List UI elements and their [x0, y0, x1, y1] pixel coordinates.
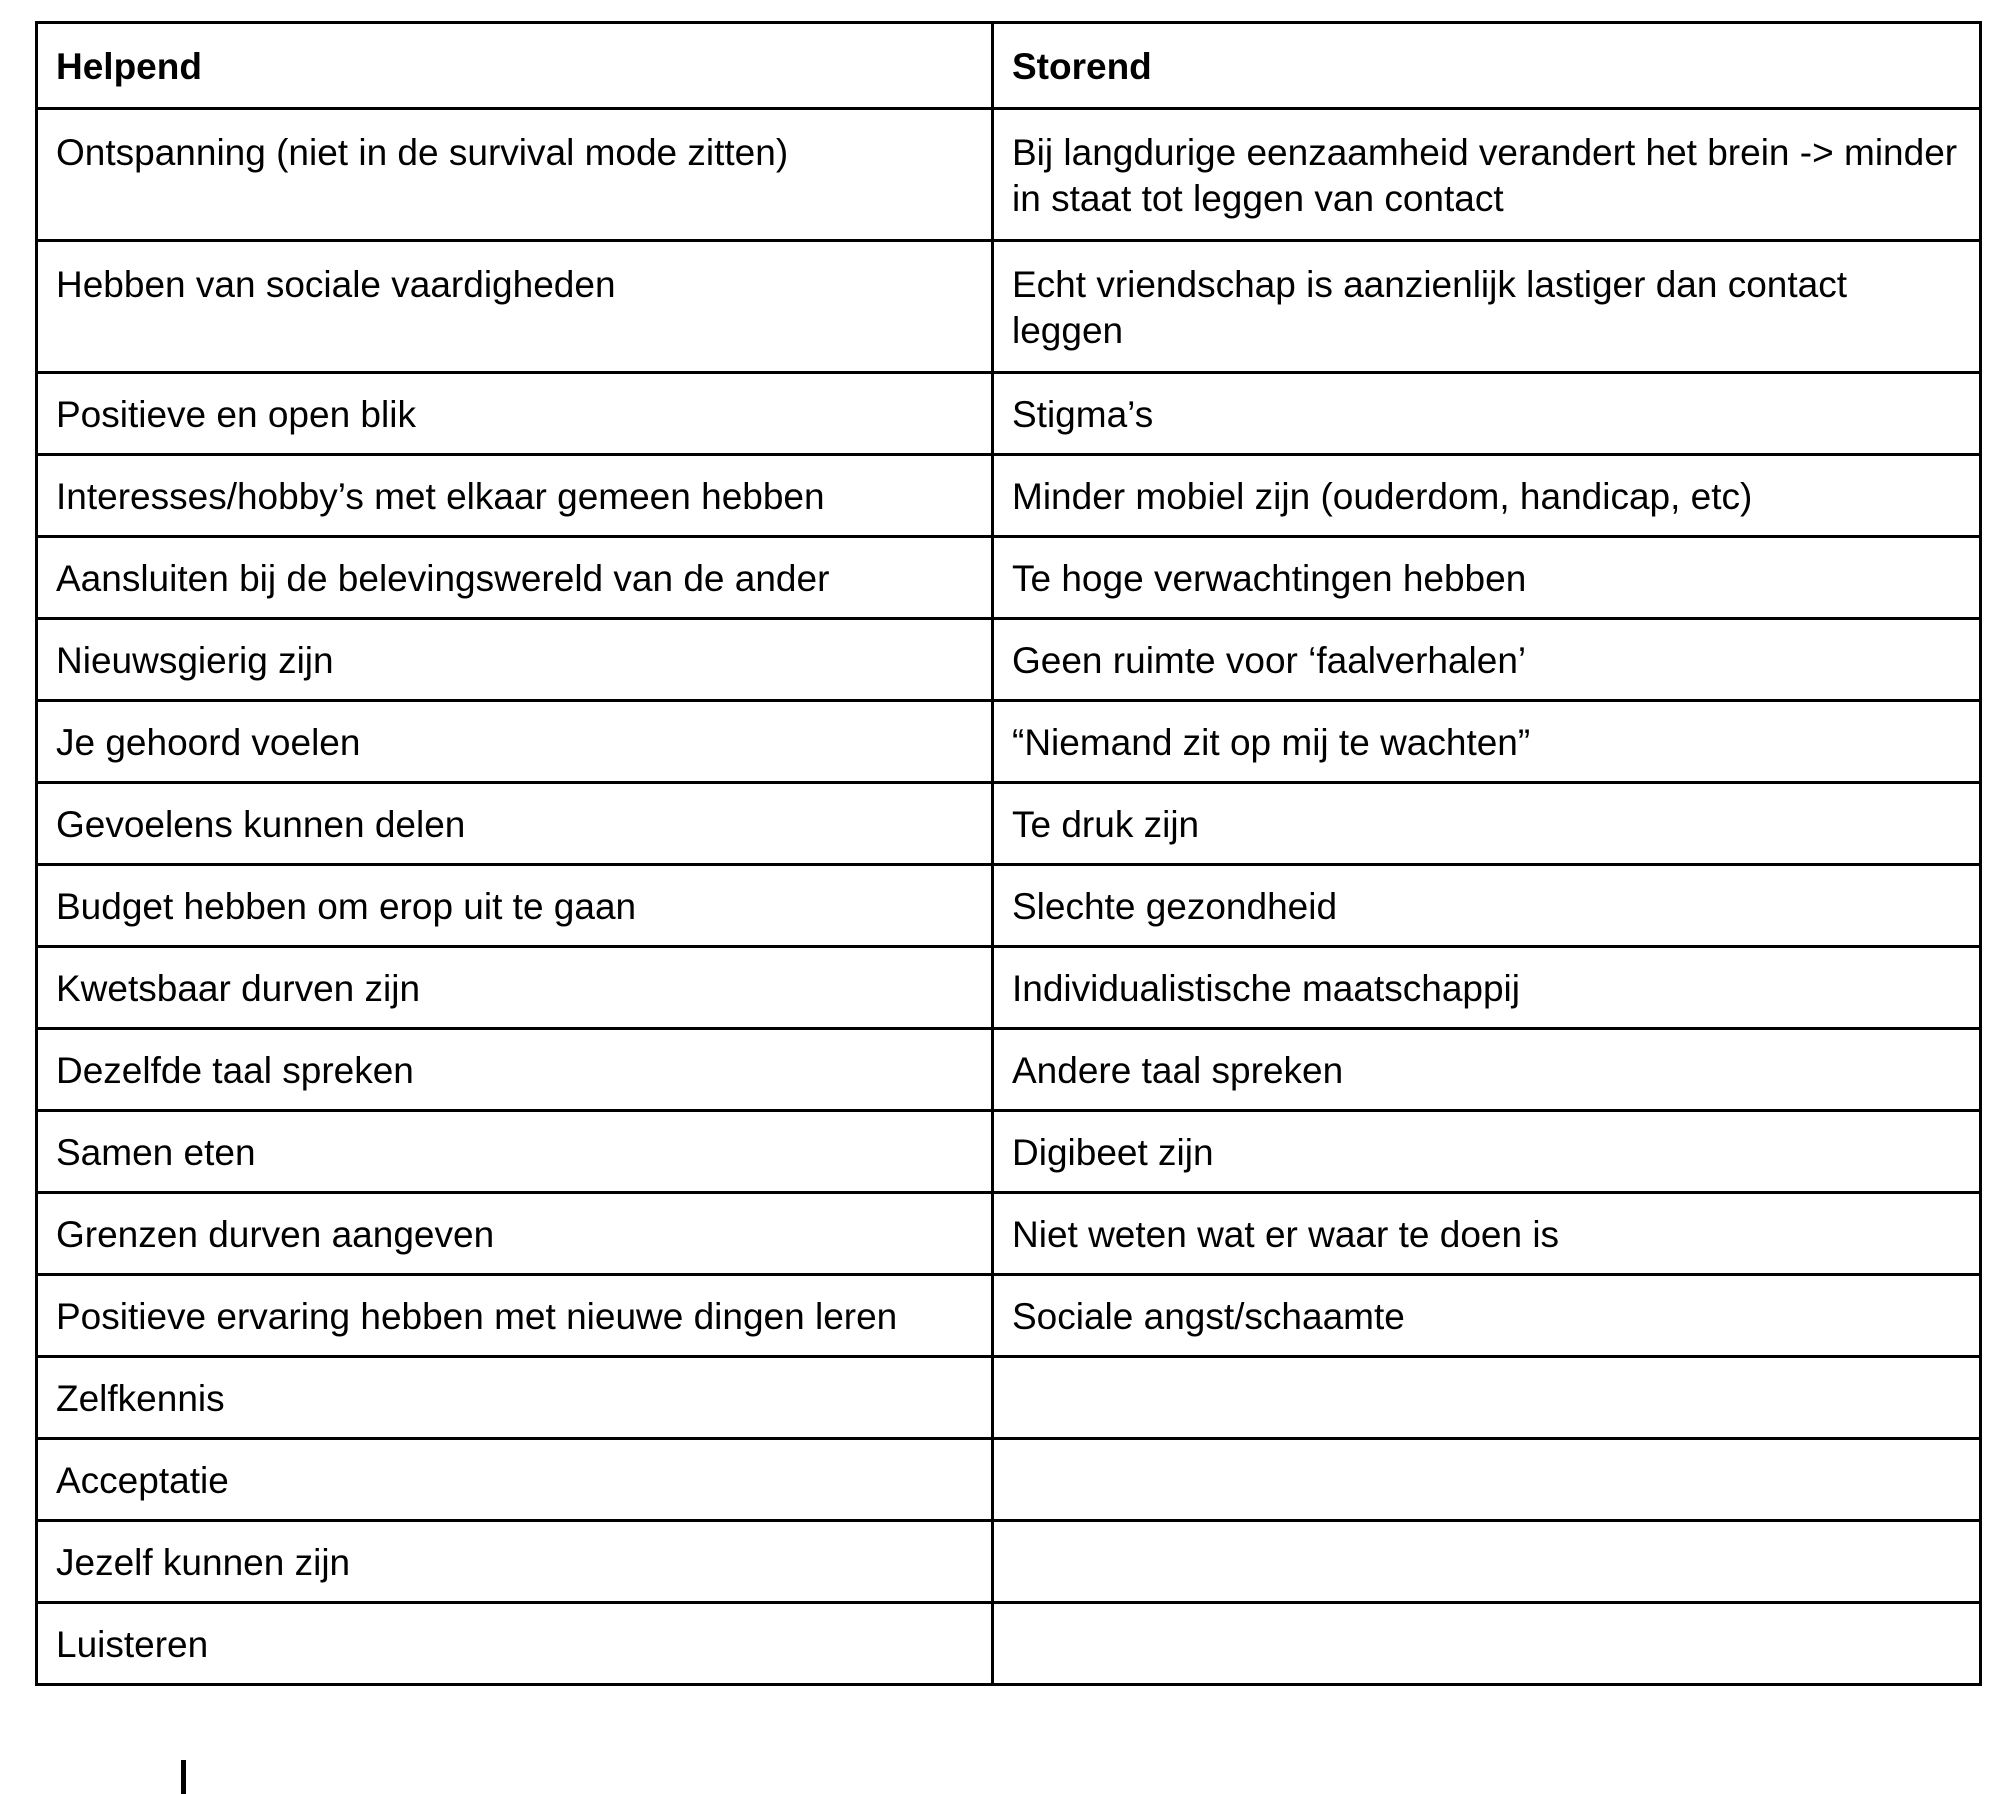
cell-storend[interactable]: Te hoge verwachtingen hebben: [993, 537, 1981, 619]
table-row: [37, 1029, 1981, 1111]
table-header-row: [37, 23, 1981, 109]
table-row: [37, 701, 1981, 783]
table-row: [37, 1111, 1981, 1193]
table-row: [37, 1521, 1981, 1603]
cell-storend[interactable]: [993, 1439, 1981, 1521]
cell-helpend[interactable]: Aansluiten bij de belevingswereld van de ander: [37, 537, 993, 619]
cell-storend[interactable]: Echt vriendschap is aanzienlijk lastiger dan contact leggen: [993, 241, 1981, 373]
cell-helpend[interactable]: Budget hebben om erop uit te gaan: [37, 865, 993, 947]
cell-helpend[interactable]: Kwetsbaar durven zijn: [37, 947, 993, 1029]
cell-helpend[interactable]: Nieuwsgierig zijn: [37, 619, 993, 701]
header-cell-storend[interactable]: Storend: [993, 23, 1981, 109]
comparison-table: [35, 21, 1982, 1686]
cell-storend[interactable]: [993, 1357, 1981, 1439]
cell-storend[interactable]: Minder mobiel zijn (ouderdom, handicap, etc): [993, 455, 1981, 537]
cell-helpend[interactable]: Ontspanning (niet in de survival mode zitten): [37, 109, 993, 241]
table-row: [37, 1193, 1981, 1275]
cell-storend[interactable]: Digibeet zijn: [993, 1111, 1981, 1193]
cell-helpend[interactable]: Zelfkennis: [37, 1357, 993, 1439]
cell-helpend[interactable]: Hebben van sociale vaardigheden: [37, 241, 993, 373]
cell-storend[interactable]: “Niemand zit op mij te wachten”: [993, 701, 1981, 783]
cell-helpend[interactable]: Jezelf kunnen zijn: [37, 1521, 993, 1603]
cell-helpend[interactable]: Acceptatie: [37, 1439, 993, 1521]
table-body: [37, 23, 1981, 1685]
table-row: [37, 947, 1981, 1029]
table-row: [37, 619, 1981, 701]
table-row: [37, 455, 1981, 537]
cell-storend[interactable]: Niet weten wat er waar te doen is: [993, 1193, 1981, 1275]
cell-storend[interactable]: Geen ruimte voor ‘faalverhalen’: [993, 619, 1981, 701]
table-row: [37, 1275, 1981, 1357]
cell-helpend[interactable]: Dezelfde taal spreken: [37, 1029, 993, 1111]
table-row: [37, 865, 1981, 947]
cell-helpend[interactable]: Gevoelens kunnen delen: [37, 783, 993, 865]
text-cursor: [181, 1760, 186, 1794]
cell-storend[interactable]: [993, 1603, 1981, 1685]
cell-storend[interactable]: Sociale angst/schaamte: [993, 1275, 1981, 1357]
table-row: [37, 241, 1981, 373]
table-row: [37, 1357, 1981, 1439]
cell-helpend[interactable]: Luisteren: [37, 1603, 993, 1685]
table-row: [37, 373, 1981, 455]
table-row: [37, 1439, 1981, 1521]
cell-helpend[interactable]: Positieve ervaring hebben met nieuwe dingen leren: [37, 1275, 993, 1357]
cell-storend[interactable]: Individualistische maatschappij: [993, 947, 1981, 1029]
cell-helpend[interactable]: Samen eten: [37, 1111, 993, 1193]
table-row: [37, 783, 1981, 865]
cell-storend[interactable]: Andere taal spreken: [993, 1029, 1981, 1111]
cell-helpend[interactable]: Positieve en open blik: [37, 373, 993, 455]
table-row: [37, 109, 1981, 241]
cell-storend[interactable]: Bij langdurige eenzaamheid verandert het brein -> minder in staat tot leggen van contact: [993, 109, 1981, 241]
cell-helpend[interactable]: Grenzen durven aangeven: [37, 1193, 993, 1275]
header-cell-helpend[interactable]: Helpend: [37, 23, 993, 109]
cell-storend[interactable]: [993, 1521, 1981, 1603]
cell-helpend[interactable]: Je gehoord voelen: [37, 701, 993, 783]
cell-storend[interactable]: Stigma’s: [993, 373, 1981, 455]
cell-storend[interactable]: Te druk zijn: [993, 783, 1981, 865]
table-row: [37, 1603, 1981, 1685]
cell-helpend[interactable]: Interesses/hobby’s met elkaar gemeen hebben: [37, 455, 993, 537]
cell-storend[interactable]: Slechte gezondheid: [993, 865, 1981, 947]
table-row: [37, 537, 1981, 619]
